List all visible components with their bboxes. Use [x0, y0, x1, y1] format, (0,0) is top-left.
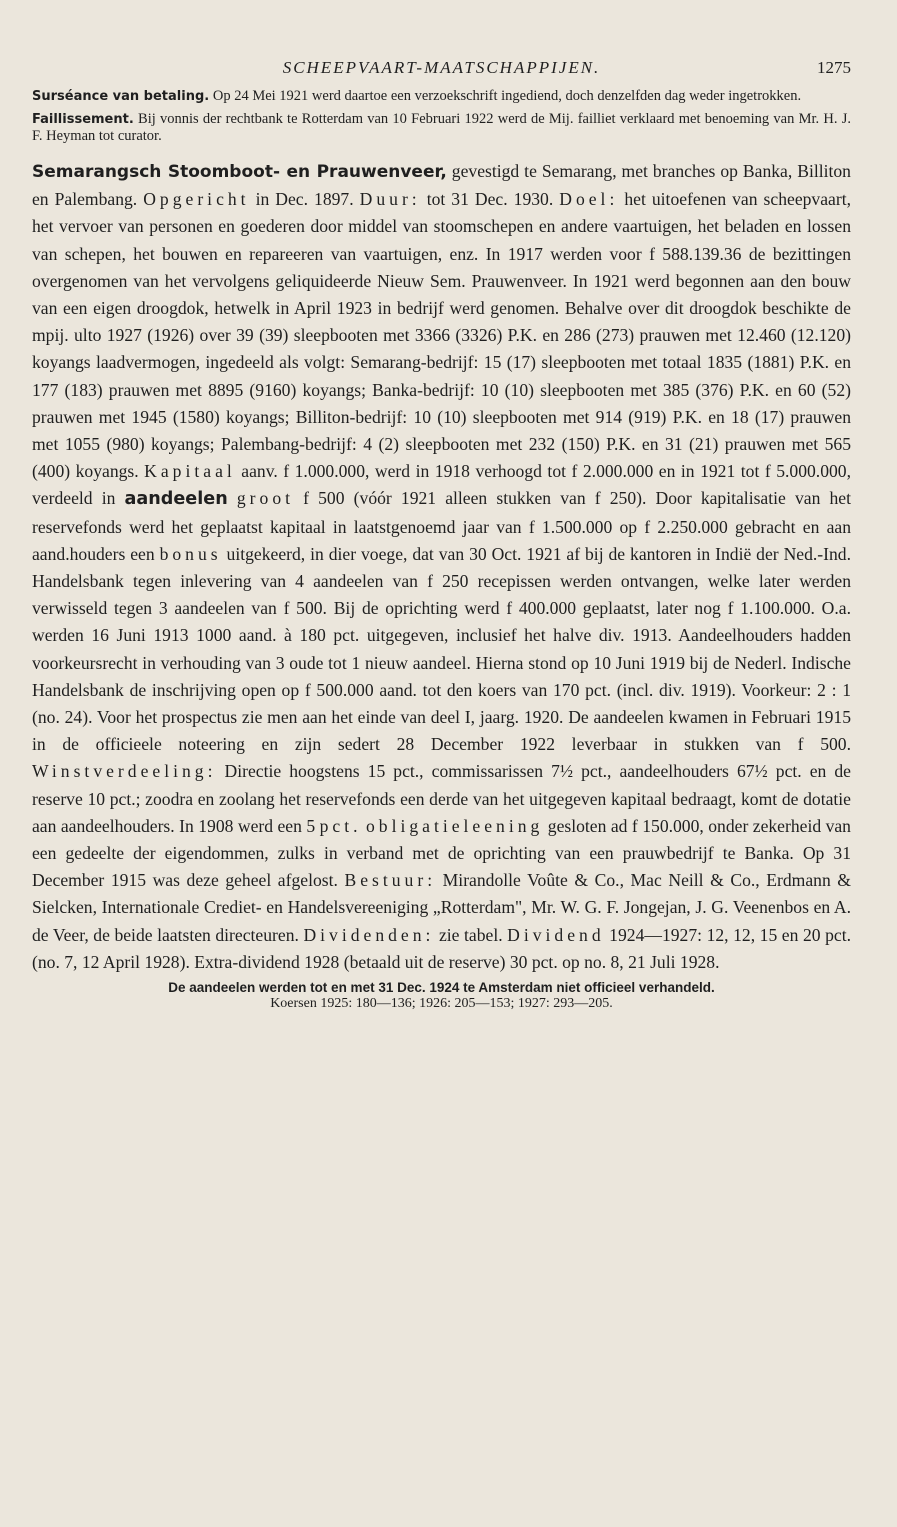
footer-trading-note: De aandeelen werden tot en met 31 Dec. 1924 te Amsterdam niet officieel verhandeld. — [168, 980, 715, 996]
entry-label: Bestuur: — [344, 870, 437, 891]
entry-text: f 500 (vóór 1921 alleen stukken van f 250). Door kapitalisatie van het reservefonds werd het geplaatst kapitaal in laatstgenoemd jaar van f 1.500.000 op f 2.250.000 gebracht en aan aand.houders een — [32, 488, 851, 564]
entry-label: Dividend — [507, 924, 605, 945]
note-text: Bij vonnis der rechtbank te Rotterdam van 10 Februari 1922 werd de Mij. failliet verklaard met benoeming van Mr. H. J. F. Heyman tot curator. — [32, 111, 851, 144]
entry-text — [228, 488, 237, 508]
entry-text: 1924—1927: 12, 12, 15 en 20 pct. (no. 7, 12 April 1928). Extra-dividend 1928 (betaald uit de reserve) 30 pct. op no. 8, 21 Juli 1928. — [32, 924, 851, 972]
entry-text: aanv. f 1.000.000, werd in 1918 verhoogd tot f 2.000.000 en in 1921 tot f 5.000.000, verdeeld in — [32, 461, 851, 509]
entry-text: gevestigd te Semarang, met branches op Banka, Billiton en Palembang. — [32, 161, 851, 210]
entry-text: in Dec. 1897. — [249, 189, 360, 210]
entry-label: obligatieleening — [365, 815, 544, 836]
entry-label: bonus — [159, 543, 222, 564]
entry-label: Duur: — [359, 189, 421, 210]
entry-label: Opgericht — [143, 189, 250, 210]
note-text: Op 24 Mei 1921 werd daartoe een verzoekschrift ingediend, doch denzelfden dag weder ingetrokken. — [209, 88, 802, 104]
entry-label: pct. — [319, 815, 362, 836]
note-surseance — [32, 88, 851, 105]
entry-label: aandeelen — [124, 489, 228, 510]
entry-text: Directie hoogstens 15 pct., commissarissen 7½ pct., aandeelhouders 67½ pct. en de reserve 10 pct.; zoodra en zoolang het reservefonds een derde van het uitgegeven kapitaal bedraagt, komt de dotatie aan aandeelhouders. In 1908 werd een 5 — [32, 761, 851, 836]
company-name: Semarangsch Stoomboot- en Prauwenveer, — [32, 162, 447, 182]
entry-label: Winstverdeeling: — [32, 761, 217, 782]
entry-text: tot 31 Dec. 1930. — [420, 189, 560, 210]
entry-label: Kapitaal — [144, 461, 236, 482]
running-title: SCHEEPVAART-MAATSCHAPPIJEN. — [282, 58, 601, 77]
entry-text: zie tabel. — [434, 924, 508, 945]
entry-text: gesloten ad f 150.000, onder zekerheid van een gedeelte der eigendommen, zulks in verband met de oprichting van een prauwbedrijf te Banka. Op 31 December 1915 was deze geheel afgelost. — [32, 815, 851, 891]
note-faillissement — [32, 111, 851, 144]
company-entry — [32, 158, 851, 976]
entry-text: uitgekeerd, in dier voege, dat van 30 Oct. 1921 af bij de kantoren in Indië der Ned.-Ind. Handelsbank tegen inlevering van 4 aandeelen van f 250 recepissen werden ontvangen, welke later werden verwisseld tegen 3 aandeelen van f 500. Bij de oprichting werd f 400.000 geplaatst, later nog f 1.100.000. O.a. werden 16 Juni 1913 1000 aand. à 180 pct. uitgegeven, inclusief het halve div. 1913. Aandeelhouders hadden voorkeursrecht in verhouding van 3 oude tot 1 nieuw aandeel. Hierna stond op 10 Juni 1919 bij de Nederl. Indische Handelsbank de inschrijving open op f 500.000 aand. tot den koers van 170 pct. (incl. div. 1919). Voorkeur: 2 : 1 (no. 24). Voor het prospectus zie men aan het einde van deel I, jaarg. 1920. De aandeelen kwamen in Februari 1915 in de officieele noteering en zijn sedert 28 December 1922 leverbaar in stukken van f 500. — [32, 543, 851, 755]
footer-note — [32, 980, 851, 1012]
entry-label: Doel: — [559, 189, 619, 210]
entry-text: Mirandolle Voûte & Co., Mac Neill & Co., Erdmann & Sielcken, Internationale Crediet- en Handelsvereeniging „Rotterdam", Mr. W. G. F. Jongejan, J. G. Veenenbos en A. de Veer, de beide laatsten directeuren. — [32, 870, 851, 945]
running-head — [32, 58, 851, 88]
footer-quotes: Koersen 1925: 180—136; 1926: 205—153; 1927: 293—205. — [270, 996, 613, 1012]
page-number: 1275 — [817, 58, 851, 77]
note-label: Faillissement. — [32, 112, 134, 127]
entry-label: Dividenden: — [303, 924, 435, 945]
entry-label: groot — [236, 488, 295, 509]
note-label: Surséance van betaling. — [32, 89, 210, 104]
entry-text: het uitoefenen van scheepvaart, het vervoer van personen en goederen door middel van stoomschepen en andere vaartuigen, het beladen en lossen van schepen, het bouwen en repareeren van vaartuigen, enz. In 1917 werden voor f 588.139.36 de bezittingen overgenomen van het vervolgens geliquideerde Nieuw Sem. Prauwenveer. In 1921 werd begonnen aan den bouw van een eigen droogdok, hetwelk in April 1923 in bedrijf werd genomen. Behalve over dit droogdok beschikte de mpij. ulto 1927 (1926) over 39 (39) sleepbooten met 3366 (3326) P.K. en 286 (273) prauwen met 12.460 (12.120) koyangs laadvermogen, ingedeeld als volgt: Semarang-bedrijf: 15 (17) sleepbooten met totaal 1835 (1881) P.K. en 177 (183) prauwen met 8895 (9160) koyangs; Banka-bedrijf: 10 (10) sleepbooten met 385 (376) P.K. en 60 (52) prauwen met 1945 (1580) koyangs; Billiton-bedrijf: 10 (10) sleepbooten met 914 (919) P.K. en 18 (17) prauwen met 1055 (980) koyangs; Palembang-bedrijf: 4 (2) sleepbooten met 232 (150) P.K. en 31 (21) prauwen met 565 (400) koyangs. — [32, 189, 851, 482]
